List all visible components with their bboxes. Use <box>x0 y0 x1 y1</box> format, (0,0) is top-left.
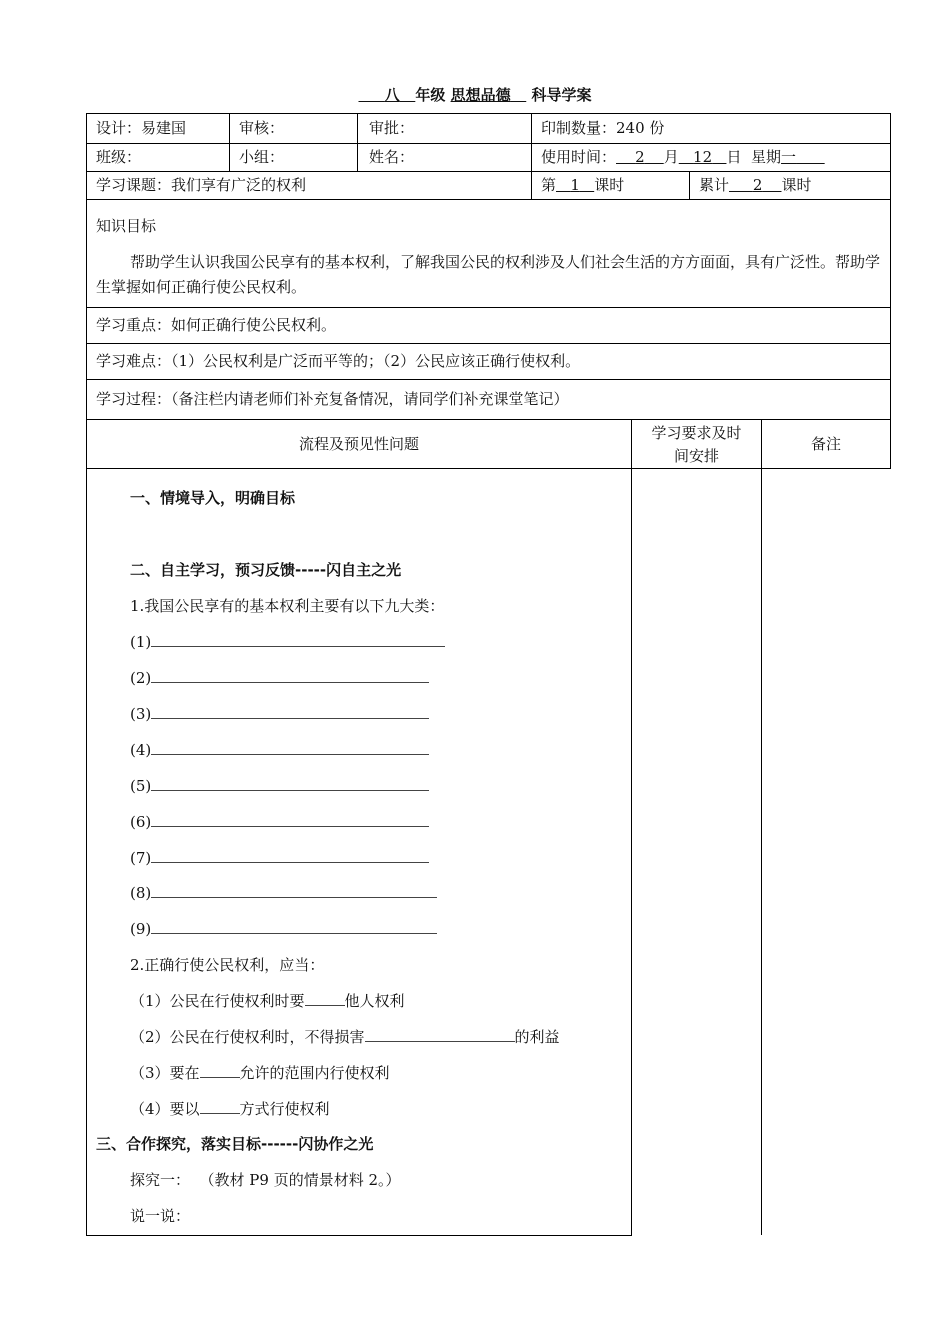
rights-item-6[interactable]: (6) <box>130 812 429 832</box>
lesson-cell <box>541 175 624 195</box>
answer-line-2: （2）公民在行使权利时，不得损害 的利益 <box>130 1028 560 1046</box>
title-subject: 思想品德 <box>450 86 511 104</box>
rights-item-7[interactable]: (7) <box>130 848 429 868</box>
row-divider-7 <box>86 419 890 420</box>
approver-cell: 审批： <box>369 119 415 137</box>
say-label: 说一说： <box>130 1207 191 1225</box>
col-divider-c <box>531 113 532 199</box>
document-title <box>0 84 950 105</box>
row-divider-4 <box>86 307 890 308</box>
col-divider-notes <box>761 419 762 1235</box>
designer-cell: 设计：易建国 <box>96 119 187 137</box>
rights-item-1[interactable]: (1) <box>130 632 445 652</box>
use-time-day-unit: 日 <box>726 148 742 166</box>
title-doctype: 科导学案 <box>531 86 592 104</box>
row-divider-5 <box>86 343 890 344</box>
row-divider-6 <box>86 379 890 380</box>
title-grade-suffix: 年级 <box>415 86 446 104</box>
use-time-cell <box>541 147 825 167</box>
row-divider-2 <box>86 171 890 172</box>
table-border-left <box>86 113 87 1236</box>
answer-line-3: （3）要在 允许的范围内行使权利 <box>130 1064 390 1082</box>
rights-item-9[interactable]: (9) <box>130 919 437 939</box>
class-cell: 班级： <box>96 148 142 166</box>
key-point-row: 学习重点：如何正确行使公民权利。 <box>96 316 337 334</box>
knowledge-goal-text: 帮助学生认识我国公民享有的基本权利，了解我国公民的权利涉及人们社会生活的方方面面，具有广泛性。帮助学生掌握如何正确行使公民权利。 <box>96 253 881 296</box>
name-cell: 姓名： <box>369 148 415 166</box>
topic-cell: 学习课题：我们享有广泛的权利 <box>96 176 307 194</box>
table-border-top <box>86 113 890 114</box>
section-1-heading: 一、情境导入，明确目标 <box>130 489 296 507</box>
col-divider-flow <box>631 419 632 1236</box>
rights-item-8[interactable]: (8) <box>130 883 437 903</box>
weekday-label: 星期 <box>751 148 782 166</box>
answer-blank-3[interactable] <box>200 1063 240 1078</box>
total-prefix: 累计 <box>699 176 730 194</box>
group-cell: 小组： <box>239 148 285 166</box>
col-divider-a <box>229 113 230 171</box>
rights-item-5[interactable]: (5) <box>130 776 429 796</box>
total-number: 2 <box>752 176 763 194</box>
section-2-heading: 二、自主学习，预习反馈-----闪自主之光 <box>130 561 402 579</box>
row-divider-3 <box>86 199 890 200</box>
answer-blank-2[interactable] <box>365 1027 515 1042</box>
column-header-requirements-line1: 学习要求及时 <box>651 424 742 442</box>
use-time-day: 12 <box>693 148 713 166</box>
total-lessons-cell <box>699 175 812 195</box>
answer-line-4: （4）要以 方式行使权利 <box>130 1100 330 1118</box>
knowledge-goal-label: 知识目标 <box>96 217 157 235</box>
total-suffix: 课时 <box>781 176 812 194</box>
use-time-label: 使用时间： <box>541 148 617 166</box>
lesson-suffix: 课时 <box>594 176 625 194</box>
process-row: 学习过程：（备注栏内请老师们补充复备情况，请同学们补充课堂笔记） <box>96 390 569 408</box>
section-3-heading: 三、合作探究，落实目标------闪协作之光 <box>96 1135 374 1153</box>
column-header-flow: 流程及预见性问题 <box>298 435 419 453</box>
col-divider-b <box>357 113 358 171</box>
answer-line-1: （1）公民在行使权利时要 他人权利 <box>130 992 405 1010</box>
difficulty-row: 学习难点：（1）公民权利是广泛而平等的；（2）公民应该正确行使权利。 <box>96 352 581 370</box>
table-border-bottom <box>86 1235 632 1236</box>
title-grade: 八 <box>384 86 400 104</box>
reviewer-cell: 审核： <box>239 119 285 137</box>
row-divider-8 <box>86 468 890 469</box>
rights-item-3[interactable]: (3) <box>130 704 429 724</box>
explore-1: 探究一： （教材 P9 页的情景材料 2。） <box>130 1171 401 1189</box>
lesson-prefix: 第 <box>541 176 557 194</box>
rights-item-2[interactable]: (2) <box>130 668 429 688</box>
question-2: 2.正确行使公民权利，应当： <box>130 956 325 974</box>
column-header-requirements-line2: 间安排 <box>673 447 719 465</box>
column-header-notes: 备注 <box>810 435 841 453</box>
use-time-month: 2 <box>635 148 645 166</box>
lesson-number: 1 <box>570 176 580 194</box>
table-border-right <box>890 113 891 469</box>
col-divider-d <box>689 171 690 199</box>
answer-blank-4[interactable] <box>200 1099 240 1114</box>
print-quantity-cell: 印制数量：240 份 <box>541 119 665 137</box>
answer-blank-1[interactable] <box>305 991 345 1006</box>
rights-item-4[interactable]: (4) <box>130 740 429 760</box>
use-time-month-unit: 月 <box>663 148 679 166</box>
question-1: 1.我国公民享有的基本权利主要有以下九大类： <box>130 597 445 615</box>
weekday-value: 一 <box>781 148 797 166</box>
row-divider-1 <box>86 143 890 144</box>
